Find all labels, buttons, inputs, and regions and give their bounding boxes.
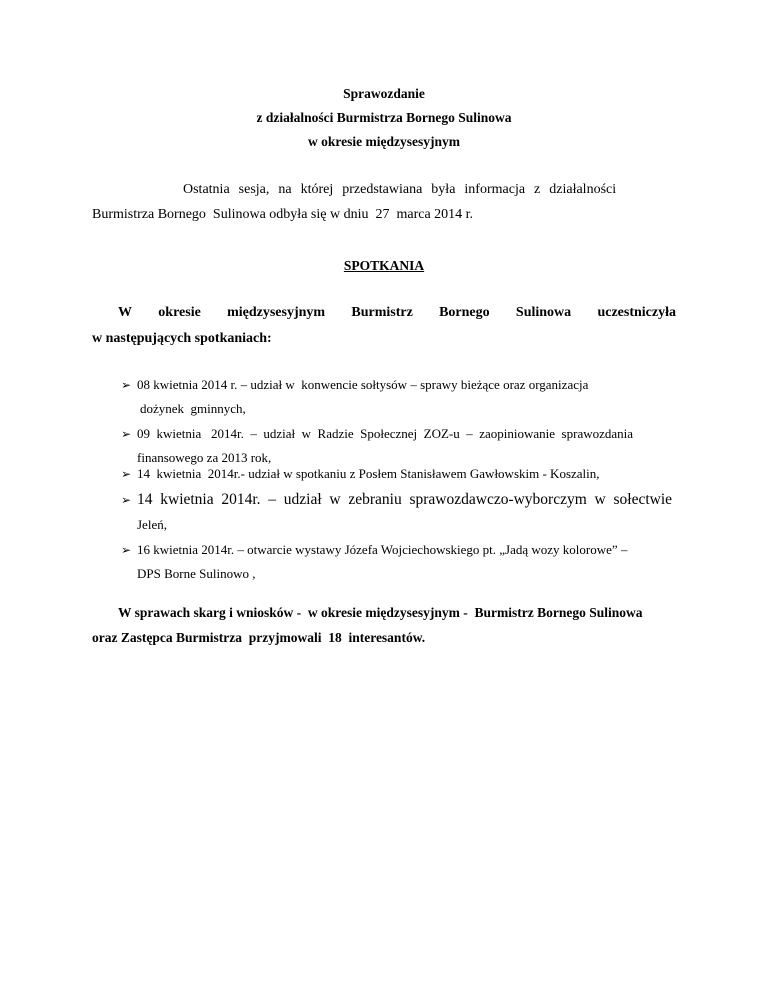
arrow-bullet-icon: ➢	[121, 493, 132, 507]
bullet-item-2: 09 kwietnia 2014r. – udział w Radzie Społecznej ZOZ-u – zaopiniowanie sprawozdania	[137, 426, 634, 441]
arrow-bullet-icon: ➢	[121, 378, 132, 392]
word: Sulinowa	[515, 305, 572, 320]
bullet-item-4-cont: Jeleń,	[137, 517, 167, 532]
section-heading: SPOTKANIA	[343, 258, 425, 273]
bullet-item-3: 14 kwietnia 2014r.- udział w spotkaniu z Posłem Stanisławem Gawłowskim - Koszalin,	[137, 466, 600, 481]
closing-line-1: W sprawach skarg i wniosków - w okresie międzysesyjnym - Burmistrz Bornego Sulinowa	[118, 605, 643, 620]
word: W	[118, 305, 132, 320]
report-subtitle: z działalności Burmistrza Bornego Sulinowa	[256, 110, 512, 125]
bullet-item-5-cont: DPS Borne Sulinowo ,	[137, 566, 256, 581]
word: międzysesyjnym	[227, 305, 326, 320]
arrow-bullet-icon: ➢	[121, 543, 132, 557]
intro-line-1: Ostatnia sesja, na której przedstawiana była informacja z działalności	[183, 182, 617, 197]
bullet-item-2-cont: finansowego za 2013 rok,	[137, 450, 272, 465]
intro-line-2: Burmistrza Bornego Sulinowa odbyła się w dniu 27 marca 2014 r.	[92, 207, 474, 222]
word: Burmistrz	[351, 305, 413, 320]
report-period: w okresie międzysesyjnym	[308, 134, 460, 149]
meetings-intro-line-1	[118, 305, 676, 321]
word: okresie	[158, 305, 201, 320]
bullet-item-1-cont: dożynek gminnych,	[140, 401, 246, 416]
word: uczestniczyła	[597, 305, 676, 320]
meetings-intro-line-2: w następujących spotkaniach:	[92, 331, 272, 346]
bullet-item-1: 08 kwietnia 2014 r. – udział w konwencie sołtysów – sprawy bieżące oraz organizacja	[137, 377, 589, 392]
bullet-item-5: 16 kwietnia 2014r. – otwarcie wystawy Józefa Wojciechowskiego pt. „Jadą wozy kolorowe” –	[137, 542, 628, 557]
arrow-bullet-icon: ➢	[121, 427, 132, 441]
word: Bornego	[439, 305, 490, 320]
report-title: Sprawozdanie	[343, 86, 425, 101]
bullet-item-4: 14 kwietnia 2014r. – udział w zebraniu sprawozdawczo-wyborczym w sołectwie	[137, 491, 673, 508]
closing-line-2: oraz Zastępca Burmistrza przyjmowali 18 interesantów.	[92, 630, 426, 645]
arrow-bullet-icon: ➢	[121, 467, 132, 481]
